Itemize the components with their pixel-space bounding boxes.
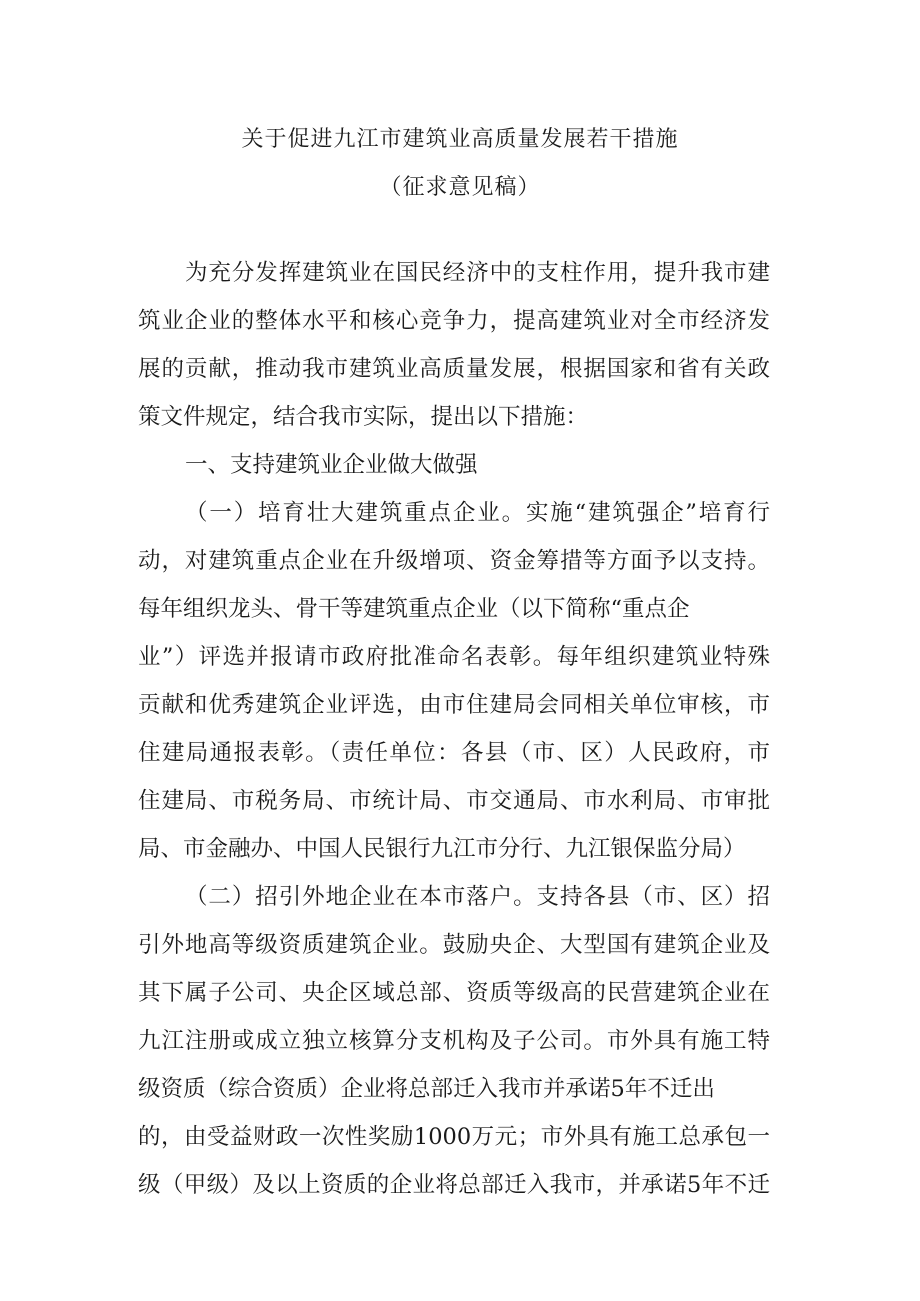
- paragraph-line: 展的贡献，推动我市建筑业高质量发展，根据国家和省有关政: [138, 356, 770, 382]
- section-heading: 一、支持建筑业企业做大做强: [185, 452, 478, 478]
- paragraph-line: 动，对建筑重点企业在升级增项、资金筹措等方面予以支持。: [138, 548, 770, 574]
- paragraph-line: （一）培育壮大建筑重点企业。实施“建筑强企”培育行: [185, 500, 770, 526]
- paragraph-line: 级（甲级）及以上资质的企业将总部迁入我市，并承诺5年不迁: [138, 1172, 770, 1198]
- paragraph-line: 为充分发挥建筑业在国民经济中的支柱作用，提升我市建: [185, 260, 770, 286]
- paragraph-line: （二）招引外地企业在本市落户。支持各县（市、区）招: [185, 884, 770, 910]
- paragraph-line: 每年组织龙头、骨干等建筑重点企业（以下简称“重点企: [138, 596, 690, 622]
- paragraph-line: 住建局通报表彰。（责任单位：各县（市、区）人民政府，市: [138, 740, 770, 766]
- paragraph-line: 引外地高等级资质建筑企业。鼓励央企、大型国有建筑企业及: [138, 932, 770, 958]
- paragraph-line: 贡献和优秀建筑企业评选，由市住建局会同相关单位审核，市: [138, 692, 770, 718]
- paragraph-line: 其下属子公司、央企区域总部、资质等级高的民营建筑企业在: [138, 980, 770, 1006]
- paragraph-line: 筑业企业的整体水平和核心竞争力，提高建筑业对全市经济发: [138, 308, 770, 334]
- document-title: 关于促进九江市建筑业高质量发展若干措施: [241, 127, 679, 152]
- paragraph-line: 策文件规定，结合我市实际，提出以下措施：: [138, 404, 589, 430]
- paragraph-line: 住建局、市税务局、市统计局、市交通局、市水利局、市审批: [138, 788, 770, 814]
- paragraph-line: 级资质（综合资质）企业将总部迁入我市并承诺5年不迁出: [138, 1076, 715, 1102]
- paragraph-line: 局、市金融办、中国人民银行九江市分行、九江银保监分局）: [138, 836, 746, 862]
- paragraph-line: 业”）评选并报请市政府批准命名表彰。每年组织建筑业特殊: [138, 644, 770, 670]
- paragraph-line: 的，由受益财政一次性奖励1000万元；市外具有施工总承包一: [138, 1124, 770, 1150]
- paragraph-line: 九江注册或成立独立核算分支机构及子公司。市外具有施工特: [138, 1028, 770, 1054]
- document-subtitle: （征求意见稿）: [379, 175, 541, 200]
